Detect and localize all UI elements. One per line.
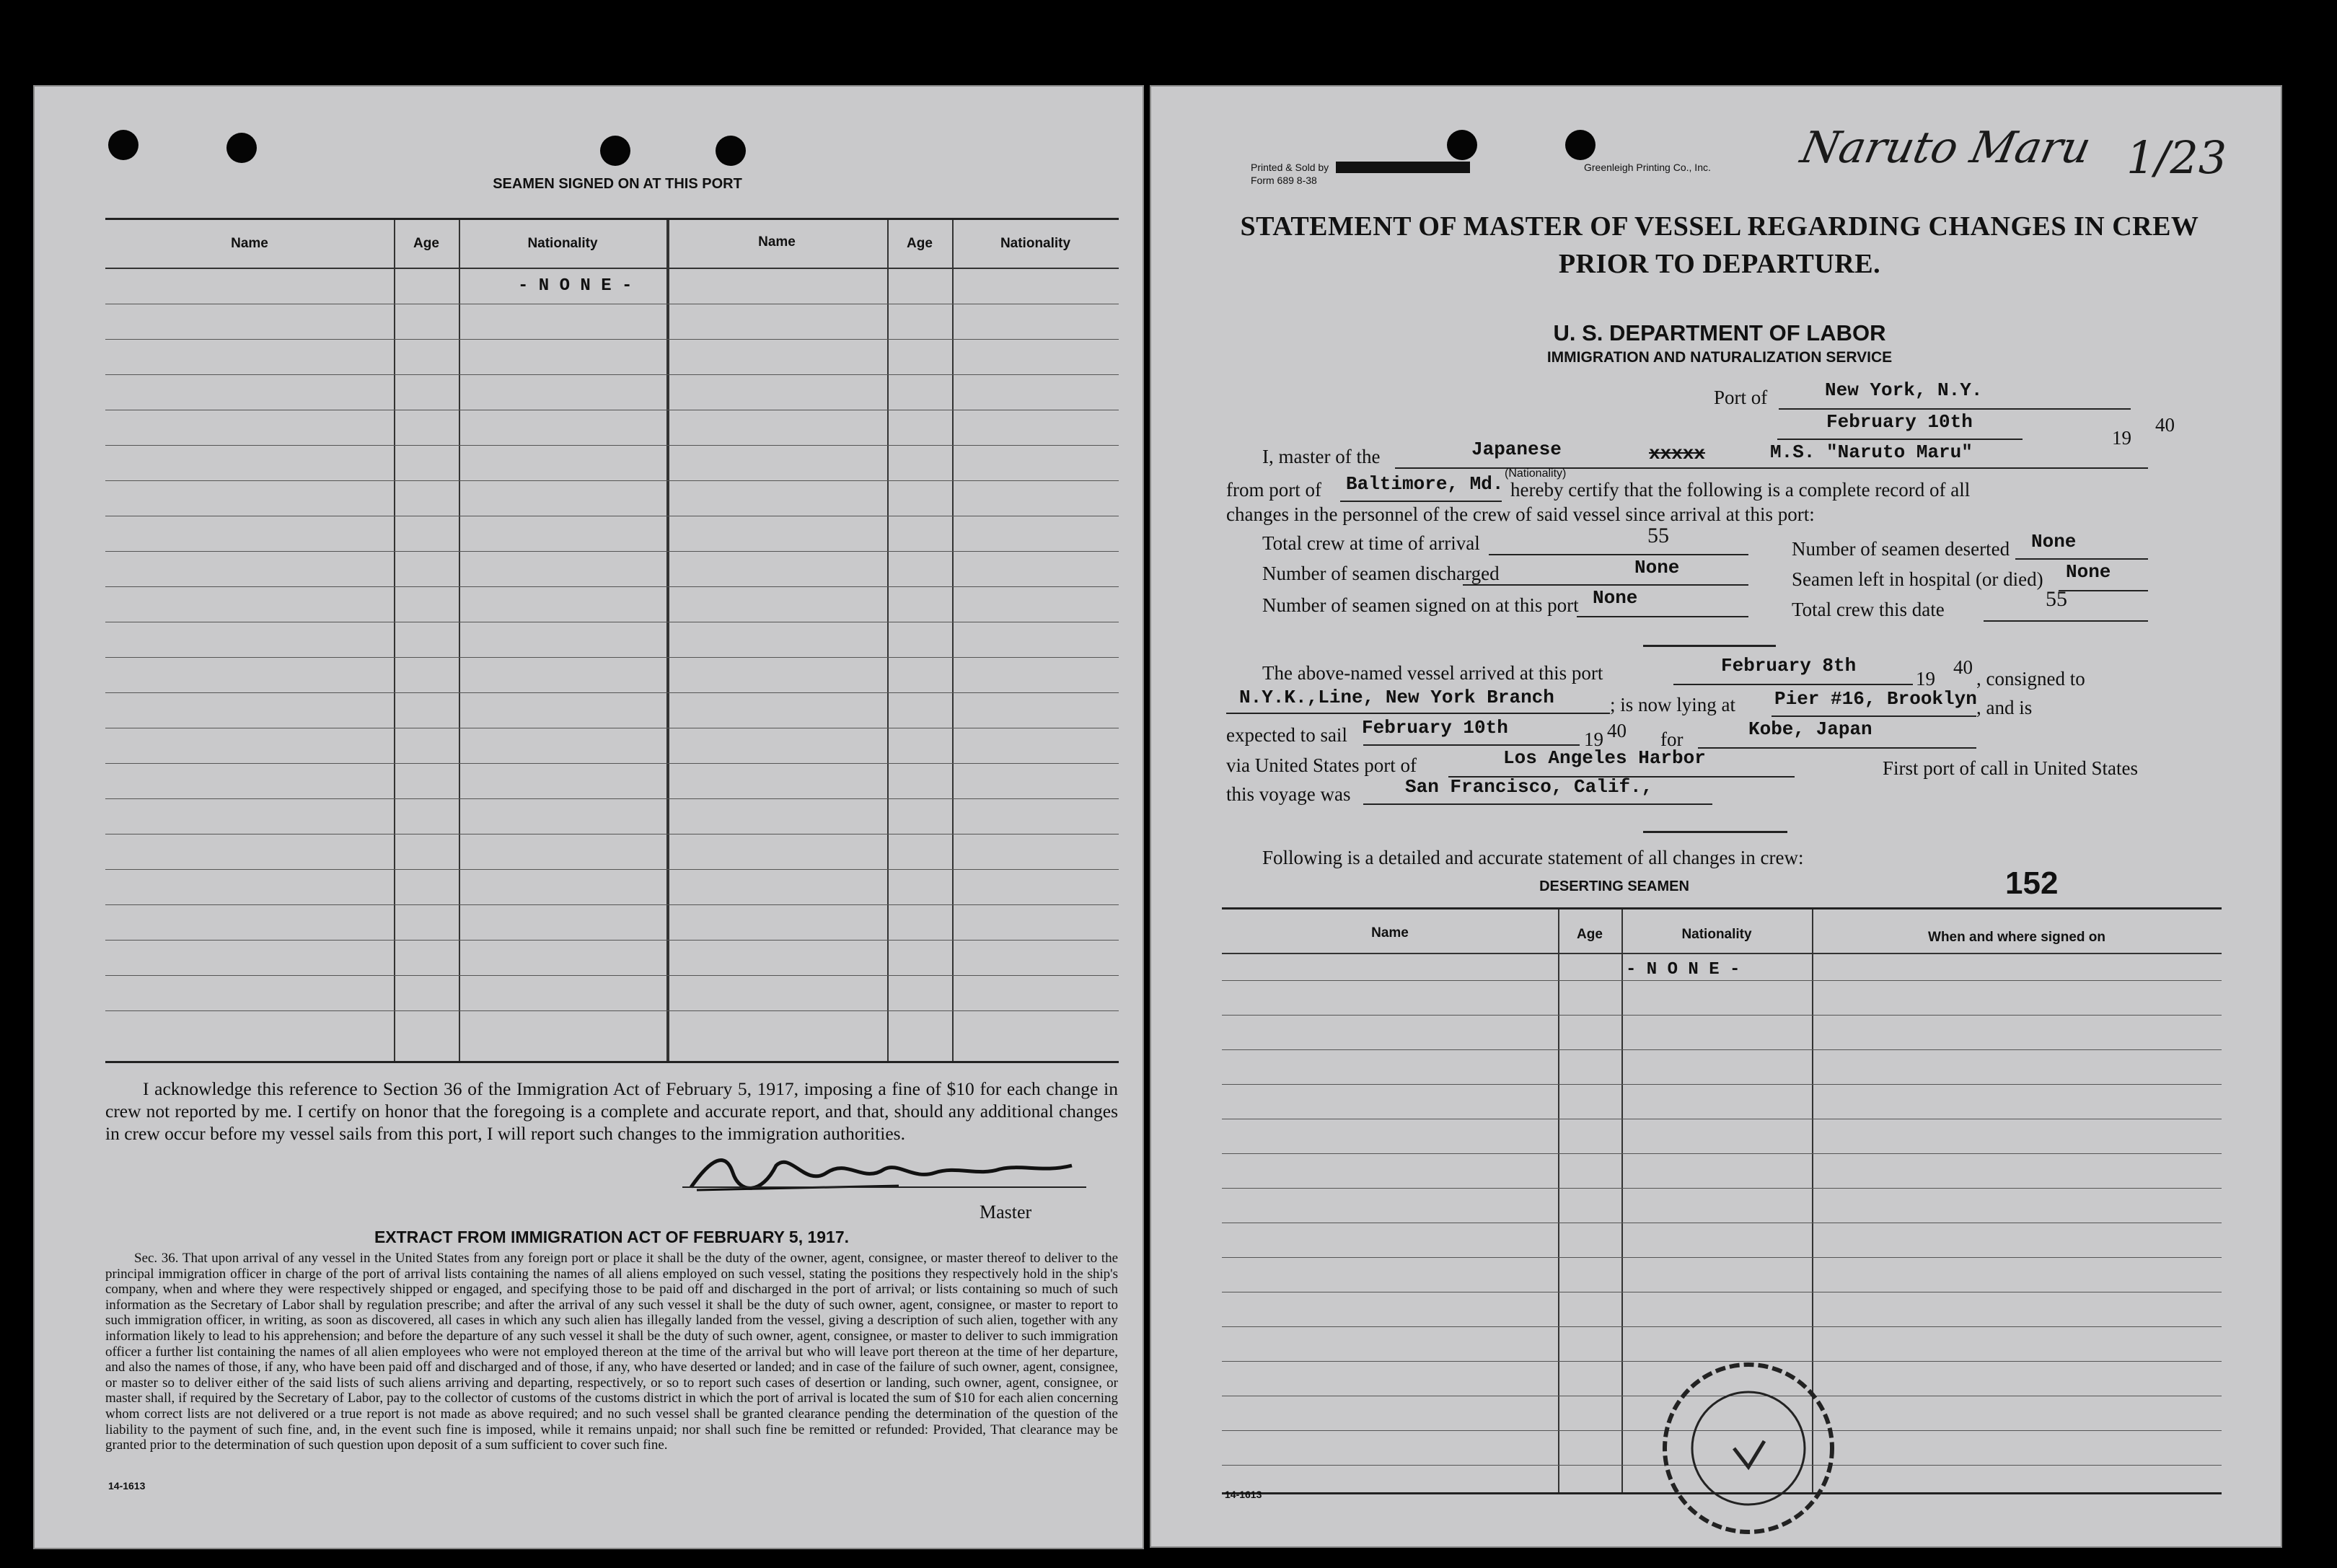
nationality-value: Japanese <box>1471 439 1562 460</box>
form-number: 14-1613 <box>108 1480 146 1492</box>
deserted-value: None <box>2031 531 2077 552</box>
punch-hole <box>716 136 746 166</box>
title-line-1: STATEMENT OF MASTER OF VESSEL REGARDING CHANGES IN CREW <box>1240 211 2199 242</box>
nationality-caption: (Nationality) <box>1505 467 1567 480</box>
left-page <box>33 85 1144 1549</box>
master-of-label: I, master of the <box>1262 446 1381 467</box>
from-port-value: Baltimore, Md. <box>1346 473 1504 495</box>
date-value: February 10th <box>1826 411 1973 433</box>
year-value: 40 <box>2155 414 2175 436</box>
port-of-value: New York, N.Y. <box>1825 379 1983 401</box>
hospital-label: Seamen left in hospital (or died) <box>1792 568 2043 590</box>
from-port-label: from port of <box>1226 479 1321 501</box>
punch-hole <box>226 133 257 163</box>
handwritten-vessel-name: Naruto Maru <box>1796 123 2095 173</box>
column-header: Nationality <box>527 236 598 251</box>
column-header: Name <box>231 236 268 251</box>
following-text: Following is a detailed and accurate statement of all changes in crew: <box>1262 847 1804 868</box>
printer-name: Greenleigh Printing Co., Inc. <box>1584 162 1711 173</box>
right-page <box>1150 85 2282 1548</box>
section-heading: SEAMEN SIGNED ON AT THIS PORT <box>493 176 742 192</box>
struck-text: xxxxx <box>1649 443 1706 464</box>
column-header: Age <box>907 236 933 251</box>
master-label: Master <box>980 1202 1032 1223</box>
none-entry: - N O N E - <box>1626 960 1740 979</box>
year-prefix: 19 <box>1584 728 1603 750</box>
via-value: Los Angeles Harbor <box>1503 747 1706 769</box>
column-header: When and where signed on <box>1928 930 2105 945</box>
punch-hole <box>1565 130 1596 160</box>
destination-value: Kobe, Japan <box>1748 718 1872 740</box>
port-of-label: Port of <box>1714 387 1768 408</box>
first-port-label: First port of call in United States <box>1883 757 2138 779</box>
hospital-value: None <box>2066 561 2111 583</box>
punch-hole <box>1447 130 1477 160</box>
expected-label: expected to sail <box>1226 724 1347 746</box>
consigned-label: , consigned to <box>1976 668 2085 690</box>
total-date-label: Total crew this date <box>1792 599 1945 620</box>
title-line-2: PRIOR TO DEPARTURE. <box>1558 249 1881 279</box>
signed-on-value: None <box>1593 587 1638 609</box>
arrived-value: February 8th <box>1721 655 1857 677</box>
none-entry: - N O N E - <box>518 276 633 296</box>
seamen-signed-table <box>105 218 1119 1063</box>
column-header: Name <box>1371 925 1409 941</box>
column-header: Nationality <box>1000 236 1071 251</box>
document-title <box>1215 208 2224 283</box>
consignee-value: N.Y.K.,Line, New York Branch <box>1239 687 1554 708</box>
and-is-text: , and is <box>1976 697 2033 718</box>
expected-year: 40 <box>1607 720 1627 741</box>
voyage-label: this voyage was <box>1226 783 1351 805</box>
punch-hole <box>108 130 138 160</box>
lying-value: Pier #16, Brooklyn <box>1774 688 1977 710</box>
arrived-label: The above-named vessel arrived at this port <box>1262 662 1603 684</box>
total-crew-value: 55 <box>1647 524 1669 547</box>
punch-hole <box>600 136 630 166</box>
department-name: U. S. DEPARTMENT OF LABOR <box>1553 320 1886 345</box>
lying-label: ; is now lying at <box>1610 694 1735 715</box>
signed-on-label: Number of seamen signed on at this port <box>1262 594 1579 616</box>
form-number: 14-1613 <box>1225 1489 1262 1500</box>
expected-value: February 10th <box>1362 717 1508 739</box>
changes-text: changes in the personnel of the crew of said vessel since arrival at this port: <box>1226 503 1815 525</box>
via-label: via United States port of <box>1226 754 1417 776</box>
discharged-label: Number of seamen discharged <box>1262 563 1500 584</box>
certify-text: hereby certify that the following is a complete record of all <box>1510 479 1971 501</box>
stamp-number: 152 <box>2005 866 2059 901</box>
column-header: Name <box>758 234 796 250</box>
voyage-value: San Francisco, Calif., <box>1405 776 1653 798</box>
for-label: for <box>1660 728 1684 750</box>
deserted-label: Number of seamen deserted <box>1792 538 2010 560</box>
official-stamp <box>1640 1340 1857 1556</box>
column-header: Age <box>413 236 439 251</box>
column-header: Nationality <box>1681 927 1752 942</box>
printer-form: Form 689 8-38 <box>1251 175 1317 186</box>
extract-title: EXTRACT FROM IMMIGRATION ACT OF FEBRUARY 5, 1917. <box>374 1228 850 1246</box>
total-date-value: 55 <box>2046 587 2067 611</box>
service-name: IMMIGRATION AND NATURALIZATION SERVICE <box>1546 349 1893 366</box>
year-prefix: 19 <box>2112 427 2131 449</box>
handwritten-number: 1/23 <box>2126 131 2227 184</box>
discharged-value: None <box>1634 557 1680 578</box>
vessel-name-value: M.S. "Naruto Maru" <box>1770 441 1973 463</box>
column-header: Age <box>1577 927 1603 942</box>
total-crew-label: Total crew at time of arrival <box>1262 532 1480 554</box>
year-prefix: 19 <box>1916 668 1935 690</box>
arrived-year: 40 <box>1953 656 1973 678</box>
acknowledgement-text: I acknowledge this reference to Section 36 of the Immigration Act of February 5, 1917, imposing a fine of $10 for each change in crew not reported by me. I certify on honor that the foregoing is a complete and accurate report, and that, should any additional changes in crew occur before my vessel sails from this port, I will report such changes to the immigration authorities. <box>105 1078 1118 1144</box>
extract-text: Sec. 36. That upon arrival of any vessel in the United States from any foreign port or place it shall be the duty of the owner, agent, consignee, or master thereof to deliver to the principal immigration officer in charge of the port of arrival lists containing the names of all aliens employed on such vessel, stating the positions they respectively hold in the ship's company, when and where they were respectively shipped or engaged, and specifying those to be paid off and discharged in the port of arrival; or lists containing so much of such information as the Secretary of Labor shall by regulation prescribe; and after the arrival of any such vessel it shall be the duty of such owner, agent, consignee, or master to report to such immigration officer, in writing, as soon as discovered, all cases in which any such alien has illegally landed from the vessel, giving a description of such alien, together with any information likely to lead to his apprehension; and before the departure of any such vessel it shall be the duty of such owner, agent, consignee, or master to deliver to such immigration officer a further list containing the names of all alien employees who were not employed thereon at the time of the arrival but who will leave port thereon at the time of her departure, and also the names of those, if any, who have been paid off and discharged and of those, if any, who have deserted or landed; and in case of the failure of such owner, agent, consignee, or master so to deliver either of the said lists of such aliens arriving and departing, respectively, or so to report such cases of desertion or landing, such owner, agent, consignee, or master shall, if required by the Secretary of Labor, pay to the collector of customs of the customs district in which the port of arrival is located the sum of $10 for each alien concerning whom correct lists are not delivered or a true report is not made as above required; and no such vessel shall be granted clearance pending the determination of the question of the liability to the payment of such fine, and, in the event such fine is imposed, while it remains unpaid; nor shall such fine be remitted or refunded: Provided, That clearance may be granted prior to the determination of such question upon deposit of a sum sufficient to cover such fine. <box>105 1251 1118 1453</box>
redaction-bar <box>1336 162 1470 173</box>
deserting-heading: DESERTING SEAMEN <box>1539 878 1689 894</box>
printer-line: Printed & Sold by <box>1251 162 1329 173</box>
master-signature <box>682 1144 1130 1202</box>
